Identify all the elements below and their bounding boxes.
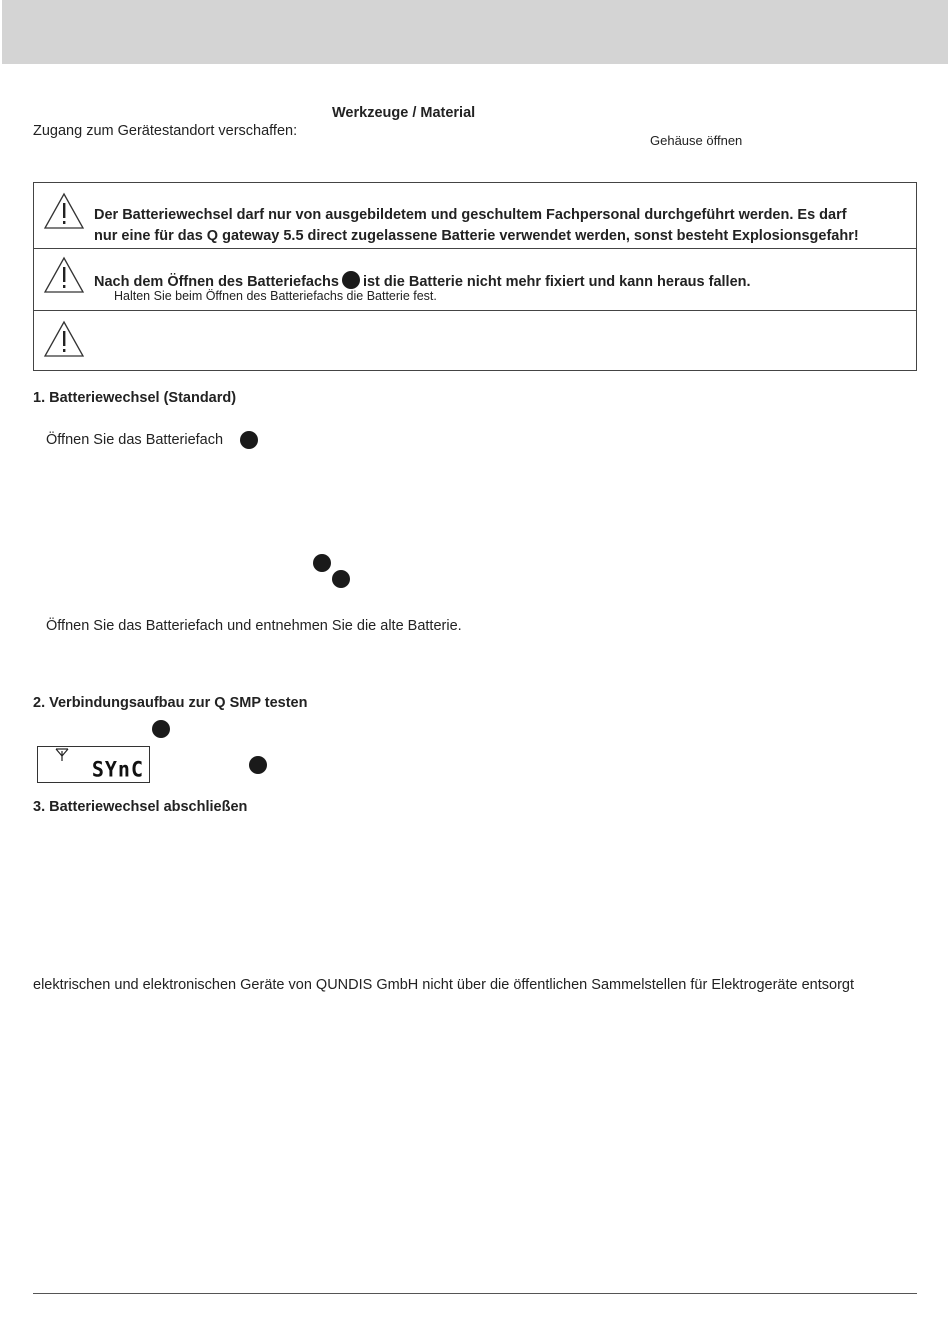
warning-row-empty [34,311,916,370]
callout-marker [342,271,360,289]
header-bar [2,0,948,64]
warning-row-battery-falls [34,249,916,311]
section1-step-open: Öffnen Sie das Batteriefach [46,432,224,448]
warning-box [33,182,917,371]
callout-marker [152,720,170,738]
callout-marker [332,570,350,588]
warning-triangle-icon [43,192,85,230]
callout-marker [249,756,267,774]
callout-marker [313,554,331,572]
warning-row-qualified-staff [34,183,916,249]
section1-step-remove: Öffnen Sie das Batteriefach und entnehmen Sie die alte Batterie. [46,618,462,634]
disposal-text: elektrischen und elektronischen Geräte von QUNDIS GmbH nicht über die öffentlichen Sammelstellen für Elektrogeräte entsorgt [33,977,855,993]
warning-triangle-icon [43,320,85,358]
warning-triangle-icon [43,256,85,294]
lcd-display [37,746,150,783]
warning-battery-text-part1: Nach dem Öffnen des Batteriefachs [94,274,339,290]
section1-heading: 1. Batteriewechsel (Standard) [33,390,237,406]
lcd-text: SYnC [91,756,144,782]
warning-battery-text-part2: ist die Batterie nicht mehr fixiert und kann heraus fallen. [362,274,751,290]
tools-heading: Werkzeuge / Material [332,105,476,121]
warning-battery-subtext: Halten Sie beim Öffnen des Batteriefachs die Batterie fest. [114,289,437,303]
access-text: Zugang zum Gerätestandort verschaffen: [33,123,298,139]
section3-heading: 3. Batteriewechsel abschließen [33,799,248,815]
warning-text-line2: nur eine für das Q gateway 5.5 direct zugelassene Batterie verwendet werden, sonst besteht Explosionsgefahr! [94,228,859,244]
warning-text-line1: Der Batteriewechsel darf nur von ausgebildetem und geschultem Fachpersonal durchgeführt werden. Es darf [94,207,847,223]
housing-text: Gehäuse öffnen [650,133,743,148]
antenna-icon [55,748,69,762]
section2-heading: 2. Verbindungsaufbau zur Q SMP testen [33,695,308,711]
footer-divider [33,1293,917,1294]
callout-marker [240,431,258,449]
